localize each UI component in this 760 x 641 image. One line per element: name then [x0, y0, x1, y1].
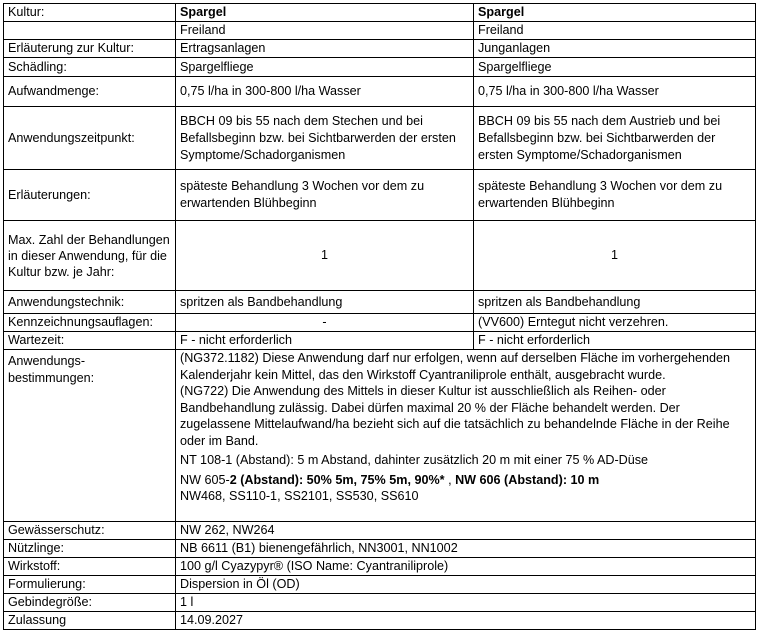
erlaeuterung-kultur-col1: Ertragsanlagen — [176, 40, 474, 58]
label-erlaeuterung-kultur: Erläuterung zur Kultur: — [4, 40, 176, 58]
bestimmung-ng722: (NG722) Die Anwendung des Mittels in dieser Kultur ist ausschließlich als Reihen- oder Bandbehandlung zulässig. Dabei dürfen maximal 20 % der Fläche behandelt werden. Der zugelassene Mittelaufwand/ha bezieht sich auf die tatsächlich zu behandelnde Fläche in der Reihe oder im Band. — [180, 384, 730, 448]
approval-table-wrapper — [3, 3, 755, 630]
max-zahl-col1: 1 — [176, 221, 474, 291]
label-kultur: Kultur: — [4, 4, 176, 22]
nw605-abstand: 2 (Abstand): 50% 5m, 75% 5m, 90%* — [229, 472, 449, 487]
row-max-zahl — [4, 221, 756, 291]
anwendungsbestimmungen-content — [176, 350, 756, 522]
label-wartezeit: Wartezeit: — [4, 332, 176, 350]
label-anwendungszeitpunkt: Anwendungszeitpunkt: — [4, 107, 176, 170]
kultur-col2: Spargel — [474, 4, 756, 22]
schaedling-col2: Spargelfliege — [474, 58, 756, 77]
row-erlaeuterung-kultur — [4, 40, 756, 58]
label-aufwandmenge: Aufwandmenge: — [4, 77, 176, 107]
row-erlaeuterungen — [4, 170, 756, 221]
nw605-separator: , — [448, 472, 456, 487]
row-anwendungszeitpunkt — [4, 107, 756, 170]
max-zahl-col2: 1 — [474, 221, 756, 291]
row-gebindegroesse — [4, 594, 756, 612]
row-anbau — [4, 22, 756, 40]
row-anwendungsbestimmungen — [4, 350, 756, 522]
erlaeuterungen-col1: späteste Behandlung 3 Wochen vor dem zu erwartenden Blühbeginn — [176, 170, 474, 221]
anwendungstechnik-col2: spritzen als Bandbehandlung — [474, 291, 756, 314]
label-gebindegroesse: Gebindegröße: — [4, 594, 176, 612]
aufwandmenge-col1: 0,75 l/ha in 300-800 l/ha Wasser — [176, 77, 474, 107]
schaedling-col1: Spargelfliege — [176, 58, 474, 77]
nw605-prefix: NW 605- — [180, 472, 230, 487]
aufwandmenge-col2: 0,75 l/ha in 300-800 l/ha Wasser — [474, 77, 756, 107]
label-anwendungstechnik: Anwendungstechnik: — [4, 291, 176, 314]
anbau-col2: Freiland — [474, 22, 756, 40]
wartezeit-col2: F - nicht erforderlich — [474, 332, 756, 350]
row-wartezeit — [4, 332, 756, 350]
label-schaedling: Schädling: — [4, 58, 176, 77]
anbau-col1: Freiland — [176, 22, 474, 40]
label-erlaeuterungen: Erläuterungen: — [4, 170, 176, 221]
label-anbau-empty — [4, 22, 176, 40]
nuetzlinge-value: NB 6611 (B1) bienengefährlich, NN3001, NN1002 — [176, 540, 756, 558]
bestimmung-nw605 — [180, 472, 751, 489]
approval-table — [3, 3, 756, 630]
nw606-abstand: NW 606 (Abstand): 10 m — [455, 472, 600, 487]
kultur-col1: Spargel — [176, 4, 474, 22]
kennzeichnung-col2: (VV600) Erntegut nicht verzehren. — [474, 314, 756, 332]
label-formulierung: Formulierung: — [4, 576, 176, 594]
label-gewaesserschutz: Gewässerschutz: — [4, 522, 176, 540]
wartezeit-col1: F - nicht erforderlich — [176, 332, 474, 350]
label-anwendungsbestimmungen: Anwendungs-bestimmungen: — [4, 350, 176, 522]
row-anwendungstechnik — [4, 291, 756, 314]
row-gewaesserschutz — [4, 522, 756, 540]
row-zulassung — [4, 612, 756, 630]
label-nuetzlinge: Nützlinge: — [4, 540, 176, 558]
bestimmung-nt108: NT 108-1 (Abstand): 5 m Abstand, dahinter zusätzlich 20 m mit einer 75 % AD-Düse — [180, 453, 649, 467]
kennzeichnung-col1: - — [176, 314, 474, 332]
row-aufwandmenge — [4, 77, 756, 107]
label-zulassung: Zulassung — [4, 612, 176, 630]
label-kennzeichnung: Kennzeichnungsauflagen: — [4, 314, 176, 332]
wirkstoff-value: 100 g/l Cyazypyr® (ISO Name: Cyantraniliprole) — [176, 558, 756, 576]
row-nuetzlinge — [4, 540, 756, 558]
anwendungszeitpunkt-col2: BBCH 09 bis 55 nach dem Austrieb und bei Befallsbeginn bzw. bei Sichtbarwerden der ersten Symptome/Schadorganismen — [474, 107, 756, 170]
bestimmung-ng372: (NG372.1182) Diese Anwendung darf nur erfolgen, wenn auf derselben Fläche im vorhergehenden Kalenderjahr kein Mittel, das den Wirkstoff Cyantraniliprole enthält, ausgebracht wurde. — [180, 351, 731, 382]
row-schaedling — [4, 58, 756, 77]
label-max-zahl: Max. Zahl der Behandlungen in dieser Anwendung, für die Kultur bzw. je Jahr: — [4, 221, 176, 291]
erlaeuterung-kultur-col2: Junganlagen — [474, 40, 756, 58]
erlaeuterungen-col2: späteste Behandlung 3 Wochen vor dem zu erwartenden Blühbeginn — [474, 170, 756, 221]
anwendungstechnik-col1: spritzen als Bandbehandlung — [176, 291, 474, 314]
row-kultur — [4, 4, 756, 22]
bestimmung-nw-list: NW468, SS110-1, SS2101, SS530, SS610 — [180, 489, 419, 503]
row-kennzeichnung — [4, 314, 756, 332]
gewaesserschutz-value: NW 262, NW264 — [176, 522, 756, 540]
row-formulierung — [4, 576, 756, 594]
row-wirkstoff — [4, 558, 756, 576]
anwendungszeitpunkt-col1: BBCH 09 bis 55 nach dem Stechen und bei Befallsbeginn bzw. bei Sichtbarwerden der ersten Symptome/Schadorganismen — [176, 107, 474, 170]
gebindegroesse-value: 1 l — [176, 594, 756, 612]
label-wirkstoff: Wirkstoff: — [4, 558, 176, 576]
formulierung-value: Dispersion in Öl (OD) — [176, 576, 756, 594]
zulassung-value: 14.09.2027 — [176, 612, 756, 630]
